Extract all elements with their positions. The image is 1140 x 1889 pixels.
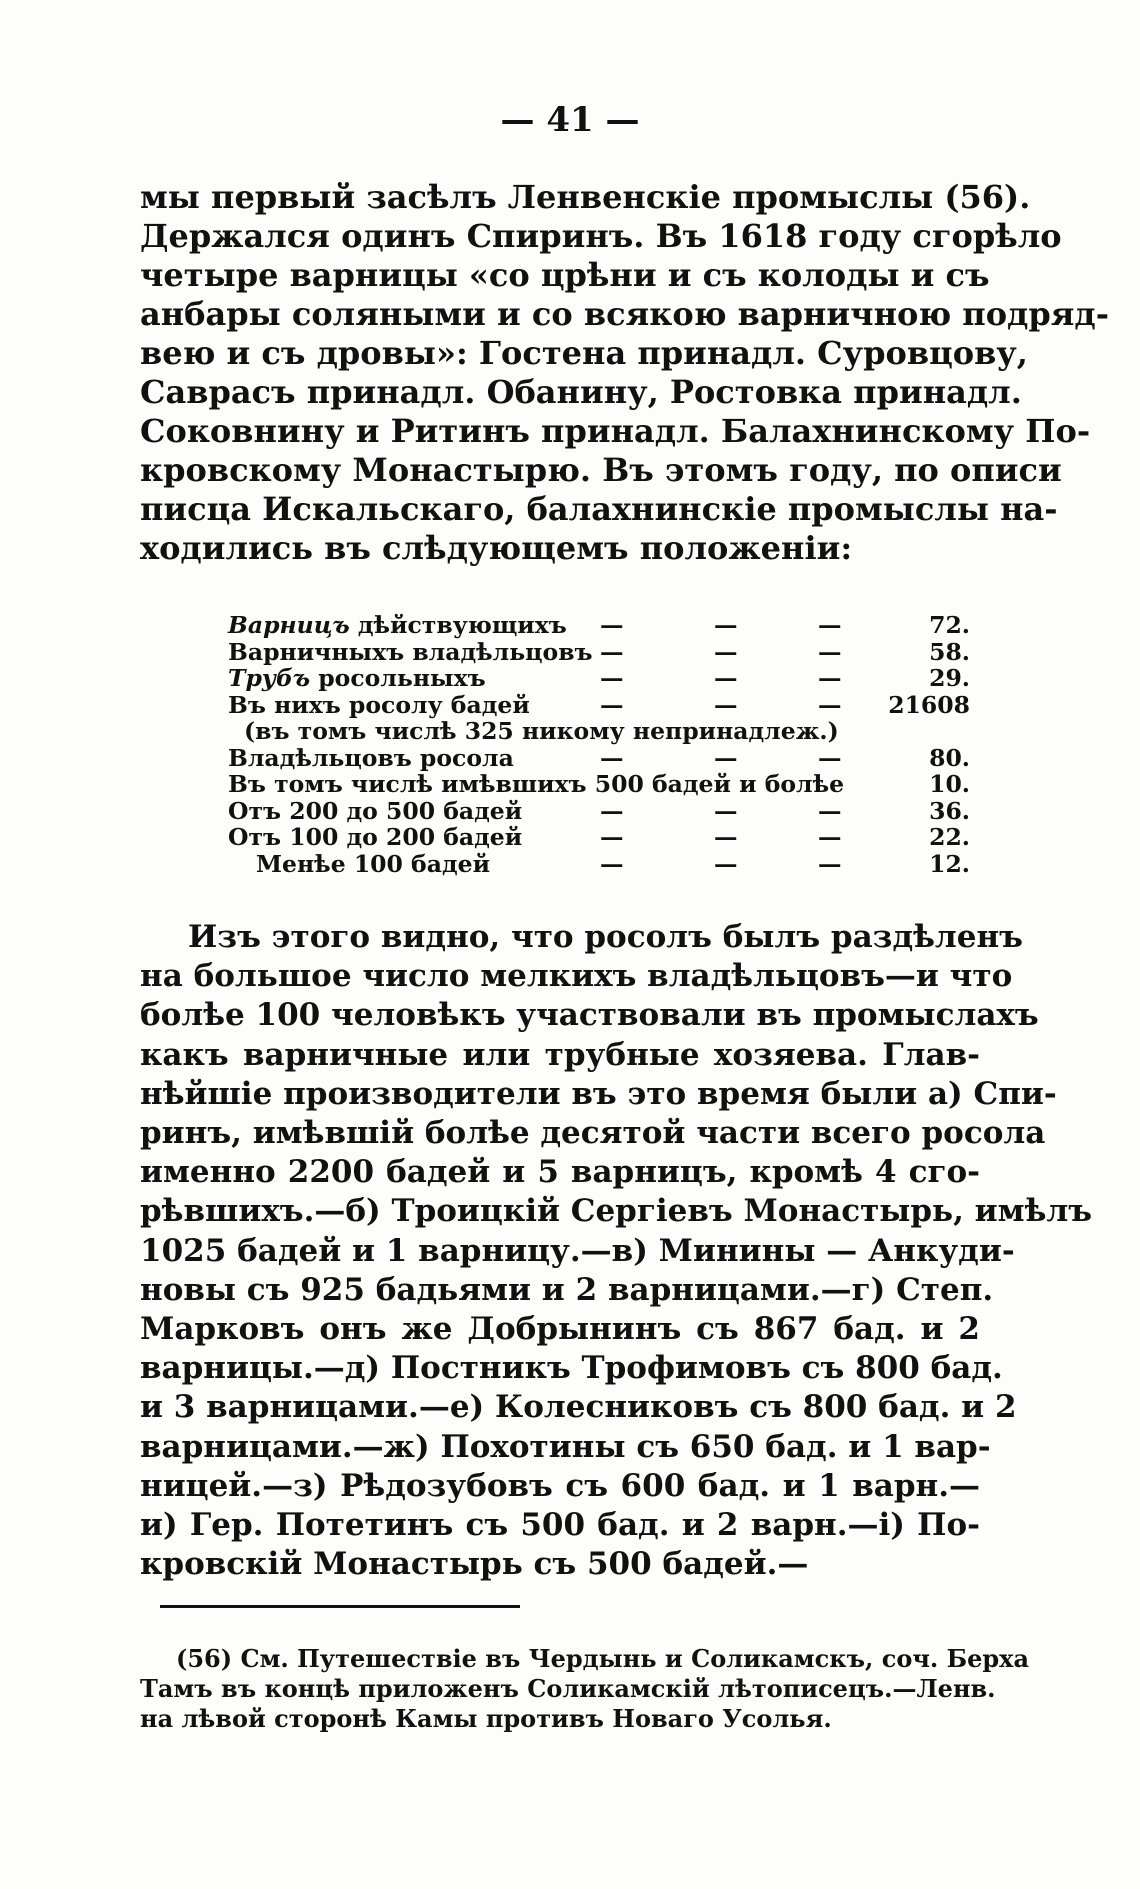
text-line: анбары соляными и со всякою варничною подряд- — [140, 295, 1109, 333]
footnote-line: на лѣвой сторонѣ Камы противъ Новаго Усолья. — [140, 1704, 832, 1733]
row-label: Трубъ росольныхъ — [228, 664, 486, 692]
table-row: Менѣе 100 бадей — — — 12. — [256, 849, 970, 878]
statistics-table — [228, 612, 970, 877]
text-line: варницами.—ж) Похотины съ 650 бад. и 1 вар- — [140, 1428, 991, 1465]
text-line: и 3 варницами.—е) Колесниковъ съ 800 бад. и 2 — [140, 1389, 1017, 1426]
table-row: Отъ 200 до 500 бадей — — — 36. — [228, 796, 970, 825]
text-line: Соковнину и Ритинъ принадл. Балахнинскому По- — [140, 412, 1091, 450]
text-line: рѣвшихъ.—б) Троицкій Сергіевъ Монастырь, имѣлъ — [140, 1193, 1093, 1230]
text-line: вею и съ дровы»: Гостена принадл. Суровцову, — [140, 334, 1028, 372]
text-line: именно 2200 бадей и 5 варницъ, кромѣ 4 сго- — [140, 1154, 980, 1191]
text-line: ринъ, имѣвшій болѣе десятой части всего росола — [140, 1115, 1046, 1152]
row-label: Владѣльцовъ росола — [228, 743, 514, 772]
row-value: 36. — [929, 796, 970, 825]
row-value: 80. — [929, 743, 970, 772]
text-line: новы съ 925 бадьями и 2 варницами.—г) Степ. — [140, 1271, 994, 1308]
row-value: 22. — [929, 823, 970, 851]
text-line: писца Искальскаго, балахнинскіе промыслы на- — [140, 490, 1058, 528]
text-line: Изъ этого видно, что росолъ былъ раздѣленъ — [188, 919, 1023, 955]
text-line: кровскому Монастырю. Въ этомъ году, по описи — [140, 451, 1062, 489]
text-line: Марковъ онъ же Добрынинъ съ 867 бад. и 2 — [140, 1311, 980, 1348]
text-line: Саврасъ принадл. Обанину, Ростовка принадл. — [140, 373, 1022, 411]
row-value: 29. — [929, 664, 970, 692]
row-label: Отъ 100 до 200 бадей — [228, 823, 523, 851]
text-line: Держался одинъ Спиринъ. Въ 1618 году сгорѣло — [140, 217, 1062, 255]
page-number: — 41 — — [500, 100, 640, 140]
row-label: Отъ 200 до 500 бадей — [228, 796, 523, 825]
row-value: 58. — [929, 637, 970, 666]
text-line: на большое число мелкихъ владѣльцовъ—и что — [140, 958, 1013, 995]
text-line: кровскій Монастырь съ 500 бадей.— — [140, 1546, 809, 1583]
row-label: Варничныхъ владѣльцовъ — [228, 637, 593, 666]
row-value: 21608 — [888, 690, 970, 719]
text-line: четыре варницы «со црѣни и съ колоды и съ — [140, 256, 990, 294]
text-line: и) Гер. Потетинъ съ 500 бад. и 2 варн.—і) По- — [140, 1507, 980, 1544]
text-line: мы первый засѣлъ Ленвенскіе промыслы (56). — [140, 178, 1031, 216]
table-note — [228, 718, 970, 745]
table-row: Трубъ росольныхъ — — — 29. — [228, 664, 970, 692]
table-row — [228, 771, 970, 798]
table-row: Отъ 100 до 200 бадей — — — 22. — [228, 823, 970, 851]
footnote — [140, 1644, 1030, 1734]
note-text: (въ томъ числѣ 325 никому непринадлеж.) — [244, 717, 839, 745]
footnote-divider — [160, 1605, 520, 1608]
table-row: Варничныхъ владѣльцовъ — — — 58. — [228, 637, 970, 666]
text-line: ницей.—з) Рѣдозубовъ съ 600 бад. и 1 варн.— — [140, 1467, 980, 1504]
footnote-line: (56) См. Путешествіе въ Чердынь и Соликамскъ, соч. Берха — [176, 1644, 1030, 1673]
table-row: Въ нихъ росолу бадей — — — 21608 — [228, 690, 970, 719]
row-label: Въ нихъ росолу бадей — [228, 690, 530, 719]
text-line: нѣйшіе производители въ это время были а) Спи- — [140, 1075, 1057, 1112]
row-value: 72. — [929, 611, 970, 639]
row-value: 12. — [929, 849, 970, 878]
row-label: Менѣе 100 бадей — [256, 849, 491, 878]
text-line: 1025 бадей и 1 варницу.—в) Минины — Анкуди- — [140, 1232, 1015, 1269]
row-value: 10. — [929, 770, 970, 798]
table-row: Владѣльцовъ росола — — — 80. — [228, 743, 970, 772]
row-label: Варницъ дѣйствующихъ — [228, 611, 567, 639]
text-line: варницы.—д) Постникъ Трофимовъ съ 800 бад. — [140, 1350, 1003, 1387]
text-line: ходились въ слѣдующемъ положеніи: — [140, 529, 853, 567]
text-line: болѣе 100 человѣкъ участвовали въ промыслахъ — [140, 997, 1039, 1034]
paragraph-2 — [140, 918, 1093, 1584]
footnote-line: Тамъ въ концѣ приложенъ Соликамскій лѣтописецъ.—Ленв. — [140, 1674, 996, 1703]
table-row: Варницъ дѣйствующихъ — — — 72. — [228, 611, 970, 639]
text-line: какъ варничные или трубные хозяева. Глав- — [140, 1036, 980, 1073]
row-label: Въ томъ числѣ имѣвшихъ 500 бадей и болѣе — [228, 770, 845, 798]
paragraph-1 — [140, 178, 1109, 568]
